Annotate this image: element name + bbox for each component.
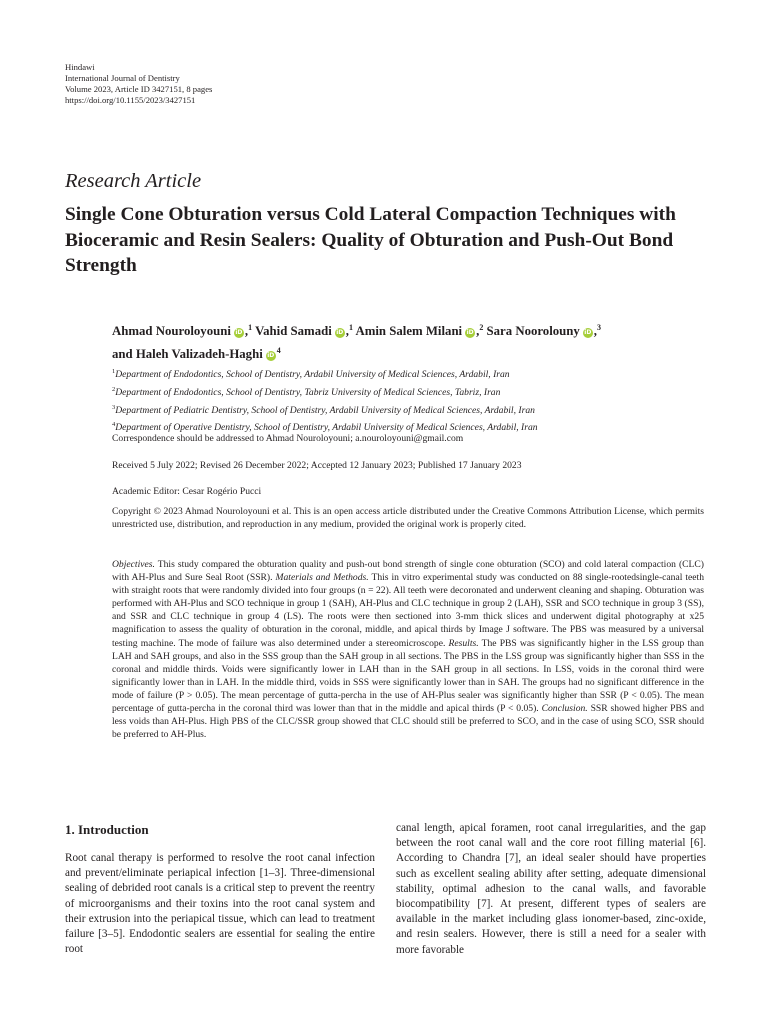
abstract-text: This in vitro experimental study was conducted on 88 single-rootedsingle-canal teeth with straight roots that were randomly divided into four groups (n = 22). All teeth were decoronated and underwent cleaning and shaping. Obturation was performed with AH-Plus and SCO technique in group 1 (SAH), AH-Plus and CLC technique in group 2 (LAH), SSR and SCO technique in group 3 (SS), and SSR and CLC technique in group 4 (LS). The roots were then sectioned into 3-mm thick slices and underwent digital photography at x25 magnification to assess the quality of obturation in the coronal, middle, and apical thirds by Image J software. The PBS was measured by a universal testing machine. The mode of failure was also determined under a stereomicroscope. [112, 572, 705, 649]
body-column-left: Root canal therapy is performed to resolve the root canal infection and prevent/eliminate periapical infection [1–3]. Three-dimensional sealing of debrided root canals is a critical step to prevent the reentry of microorganisms and their toxins into the root canal system and their extrusion into the periapical tissue, which can lead to treatment failure [3–5]. Endodontic sealers are essential for sealing the entire root [65, 852, 375, 956]
affiliation-marker: 1 [248, 323, 253, 332]
abstract-label: Results. [448, 637, 479, 649]
abstract-label: Objectives. [112, 559, 155, 570]
affiliation-number: 3 [112, 403, 116, 411]
affiliation-marker: 1 [348, 323, 353, 332]
publisher-name: Hindawi [65, 62, 95, 72]
affiliation-item [112, 383, 712, 401]
doi-link[interactable]: https://doi.org/10.1155/2023/3427151 [65, 95, 196, 105]
author-list: Ahmad Nouroloyouni iD ,$^1$ Vahid Samadi iD ,$^1$ Amin Salem Milani iD ,$^2$ Sara Noorolouny iD ,$^3$ and Haleh Valizadeh-Haghi $iD^4$ [112, 323, 601, 361]
orcid-icon[interactable]: iD [336, 329, 344, 336]
affiliation-text: Department of Endodontics, School of Dentistry, Tabriz University of Medical Sciences, Tabriz, Iran [115, 386, 501, 398]
abstract-label: Conclusion. [541, 703, 588, 715]
author-name[interactable]: and Haleh Valizadeh-Haghi [112, 347, 263, 361]
affiliation-number: 1 [112, 368, 116, 375]
orcid-icon[interactable]: iD [267, 352, 275, 359]
body-column-right: canal length, apical foramen, root canal irregularities, and the gap between the root canal wall and the core root filling material [6]. According to Chandra [7], an ideal sealer should have properties such as excellent sealing ability after setting, adequate dimensional stability, optimal adhesion to the canal walls, and favorable biocompatibility [7]. At present, different types of sealers are available in the market including glass ionomer-based, zinc-oxide, and resin sealers. However, there is still a need for a sealer with more favorable [396, 822, 706, 956]
author-name[interactable]: Ahmad Nouroloyouni [112, 324, 231, 338]
affiliation-number: 2 [112, 385, 116, 393]
volume-line: Volume 2023, Article ID 3427151, 8 pages [65, 84, 213, 94]
affiliation-text: Department of Pediatric Dentistry, School of Dentistry, Ardabil University of Medical Sciences, Ardabil, Iran [115, 404, 535, 416]
orcid-icon[interactable]: iD [584, 329, 592, 336]
journal-header [65, 62, 212, 106]
academic-editor: Academic Editor: Cesar Rogério Pucci [112, 486, 262, 497]
author-name[interactable]: Sara Noorolouny [486, 324, 580, 338]
affiliation-marker: 3 [597, 323, 601, 332]
abstract-text: SSR showed higher PBS and less voids than AH-Plus. High PBS of the CLC/SSR group showed that CLC should still be preferred to SCO, and in the case of using SCO, SSR should be preferred to AH-Plus. [112, 703, 704, 741]
article-type: Research Article [65, 170, 202, 192]
affiliation-marker: 4 [276, 346, 281, 355]
affiliation-text: Department of Operative Dentistry, School of Dentistry, Ardabil University of Medical Sciences, Ardabil, Iran [115, 422, 538, 434]
abstract-text: This study compared the obturation quality and push-out bond strength of single cone obturation (SCO) and cold lateral compaction (CLC) with AH-Plus and Sure Seal Root (SSR). [112, 559, 704, 584]
article-title: Single Cone Obturation versus Cold Lateral Compaction Techniques with Bioceramic and Resin Sealers: Quality of Obturation and Push-Out Bond Strength [65, 204, 676, 276]
affiliation-text: Department of Endodontics, School of Dentistry, Ardabil University of Medical Sciences, Ardabil, Iran [115, 369, 510, 380]
affiliation-list [112, 365, 712, 436]
affiliation-item [112, 365, 712, 383]
affiliation-number: 4 [112, 421, 116, 429]
orcid-icon[interactable]: iD [466, 329, 474, 336]
correspondence-line: Correspondence should be addressed to Ahmad Nouroloyouni; a.nouroloyouni@gmail.com [112, 433, 464, 444]
author-name[interactable]: Amin Salem Milani [355, 324, 463, 338]
abstract-label: Materials and Methods. [275, 572, 369, 584]
copyright-notice: Copyright © 2023 Ahmad Nouroloyouni et al. This is an open access article distributed under the Creative Commons Attribution License, which permits unrestricted use, distribution, and reproduction in any medium, provided the original work is properly cited. [112, 506, 704, 530]
affiliation-marker: 2 [479, 323, 484, 332]
abstract-text: The PBS was significantly higher in the LSS group than LAH and SAH groups, and also in the SSS group than the SAH group in all sections. The PBS in the LSS group was significantly higher than SSS in the coronal and middle thirds. Voids were significantly lower in LAH than in the SAH group in all sections. In LSS, voids in the coronal third were significantly lower than in LAH. In the middle third, voids in SSS were significantly lower than in SAH. The groups had no significant difference in the mode of failure (P > 0.05). The mean percentage of gutta-percha in the use of AH-Plus sealer was significantly higher than SSR (P < 0.05). The mean percentage of gutta-percha in the coronal third was lower than that in the middle and apical thirds (P < 0.05). [112, 637, 704, 715]
journal-name: International Journal of Dentistry [65, 73, 180, 83]
publication-dates: Received 5 July 2022; Revised 26 December 2022; Accepted 12 January 2023; Published 17 January 2023 [112, 460, 522, 471]
abstract [112, 558, 704, 741]
author-name[interactable]: Vahid Samadi [255, 324, 332, 338]
orcid-icon[interactable]: iD [235, 329, 243, 336]
affiliation-item [112, 401, 712, 419]
section-heading: 1. Introduction [65, 822, 149, 837]
